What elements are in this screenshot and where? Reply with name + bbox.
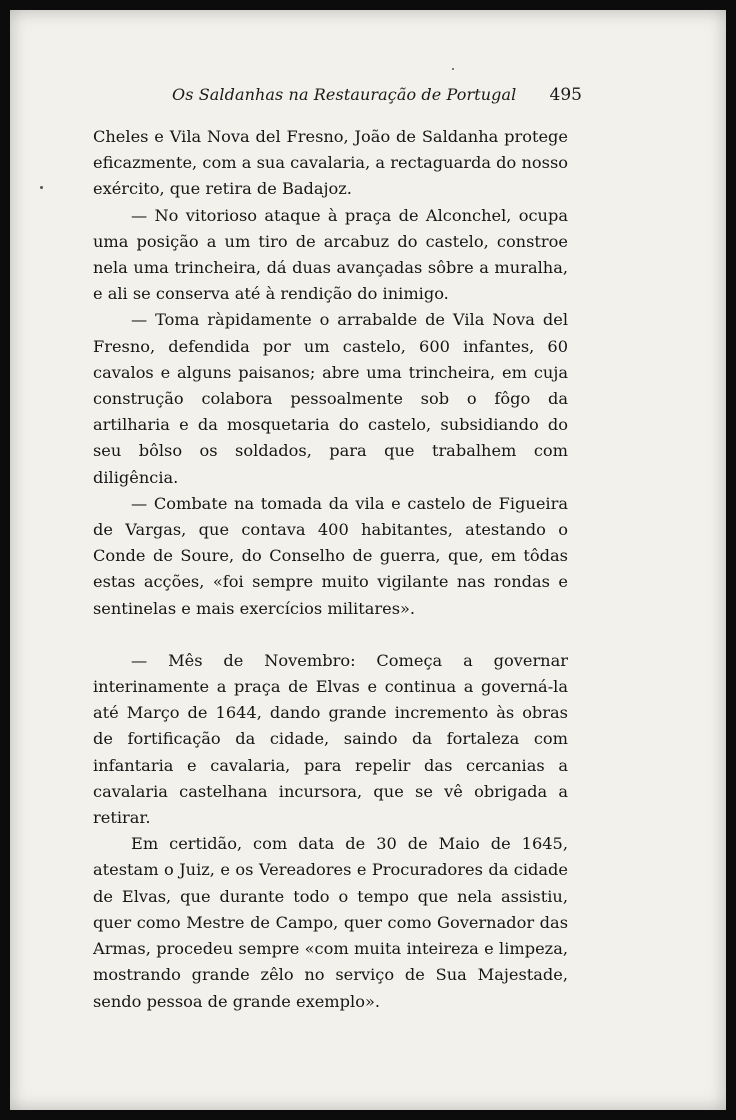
paper-speck [452,68,454,70]
book-page [10,10,726,1110]
paragraph: — Mês de Novembro: Começa a governar interinamente a praça de Elvas e continua a governá-la até Março de 1644, dando grande incremento às obras de fortificação da cidade, saindo da fortaleza com infantaria e cavalaria, para repelir das cercanias a cavalaria castelhana incursora, que se vê obrigada a retirar. [93,650,568,828]
paragraph: — Combate na tomada da vila e castelo de Figueira de Vargas, que contava 400 habitantes, atestando o Conde de Soure, do Conselho de guerra, que, em tôdas estas acções, «foi sempre muito vigilante nas rondas e sentinelas e mais exercícios militares». [93,493,568,618]
paragraph: Em certidão, com data de 30 de Maio de 1645, atestam o Juiz, e os Vereadores e Procuradores da cidade de Elvas, que durante todo o tempo que nela assistiu, quer como Mestre de Campo, quer como Governador das Armas, procedeu sempre «com muita inteireza e limpeza, mostrando grande zêlo no serviço de Sua Majestade, sendo pessoa de grande exemplo». [93,834,568,1011]
paper-speck [40,186,43,189]
page-header [172,85,582,105]
running-title: Os Saldanhas na Restauração de Portugal [172,85,517,104]
paragraph: — Toma ràpidamente o arrabalde de Vila Nova del Fresno, defendida por um castelo, 600 infantes, 60 cavalos e alguns paisanos; abre uma trincheira, em cuja construção colabora pessoalmente sob o fôgo da artilharia e da mosquetaria do castelo, subsidiando do seu bôlso os soldados, para que trabalhem com diligência. [93,310,568,487]
body-text [93,124,568,1015]
paragraph: — No vitorioso ataque à praça de Alconchel, ocupa uma posição a um tiro de arcabuz do castelo, constroe nela uma trincheira, dá duas avançadas sôbre a muralha, e ali se conserva até à rendição do inimigo. [93,205,568,304]
paragraph: Cheles e Vila Nova del Fresno, João de Saldanha protege eficazmente, com a sua cavalaria, a rectaguarda do nosso exército, que retira de Badajoz. [93,127,568,199]
page-number: 495 [549,85,582,105]
